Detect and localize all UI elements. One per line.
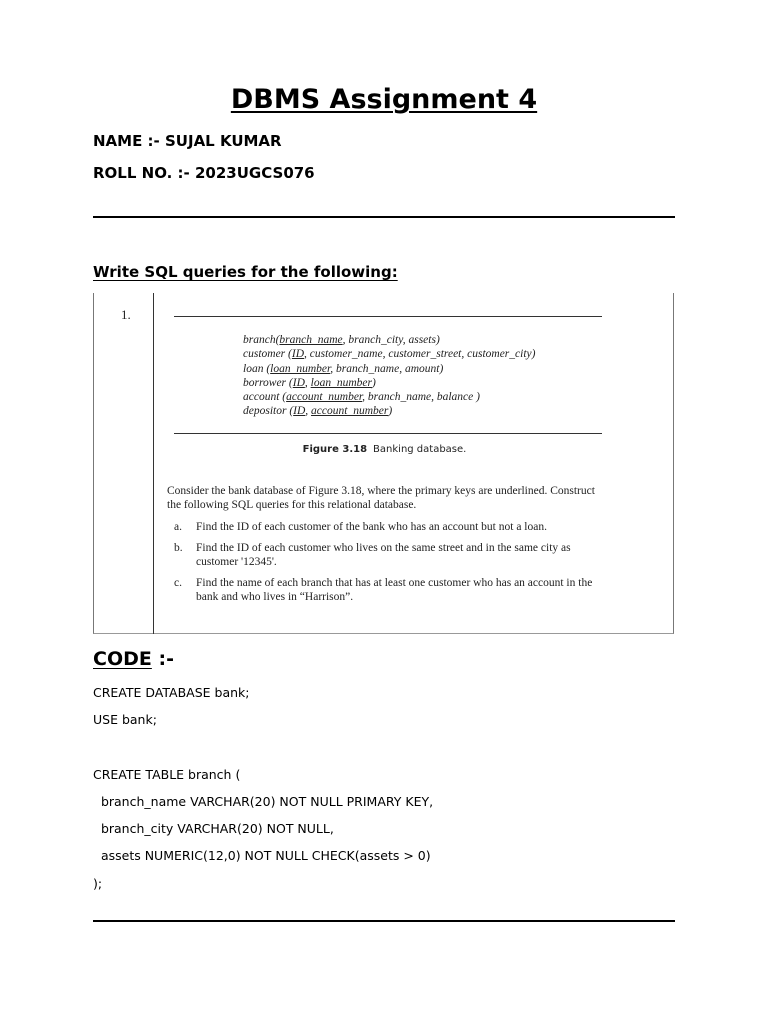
figure-rule-bottom	[174, 433, 602, 434]
code-line: CREATE DATABASE bank;	[93, 685, 250, 700]
question-figure	[93, 293, 674, 634]
question-number: 1.	[121, 307, 131, 322]
question-text: Find the name of each branch that has at least one customer who has an account in the bank and who lives in “Harrison”.	[196, 576, 593, 603]
student-name: NAME :- SUJAL KUMAR	[93, 132, 282, 150]
question-item	[174, 520, 594, 535]
question-text: Find the ID of each customer of the bank who has an account but not a loan.	[196, 521, 547, 533]
code-line: branch_name VARCHAR(20) NOT NULL PRIMARY KEY,	[93, 794, 434, 809]
caption-text: Banking database.	[373, 444, 467, 455]
caption-label: Figure 3.18	[302, 444, 368, 455]
code-heading: CODE :-	[93, 648, 174, 670]
question-label: c.	[174, 576, 182, 589]
divider-top	[93, 216, 675, 218]
figure-paragraph: Consider the bank database of Figure 3.18, where the primary keys are underlined. Construct the following SQL queries for this relational database.	[167, 485, 595, 511]
assignment-prompt: Write SQL queries for the following:	[93, 263, 398, 281]
figure-margin-line	[153, 293, 154, 634]
divider-bottom	[93, 920, 675, 922]
figure-rule-top	[174, 316, 602, 317]
question-list	[174, 520, 594, 611]
code-line: );	[93, 876, 103, 891]
question-item	[174, 576, 594, 605]
schema-loan: loan (loan_number, branch_name, amount)	[243, 362, 444, 375]
question-label: a.	[174, 521, 182, 533]
roll-number: ROLL NO. :- 2023UGCS076	[93, 164, 315, 182]
question-item	[174, 541, 594, 570]
code-line: assets NUMERIC(12,0) NOT NULL CHECK(assets > 0)	[93, 848, 431, 863]
schema-depositor: depositor (ID, account_number)	[243, 405, 393, 418]
question-label: b.	[174, 541, 183, 554]
figure-caption	[94, 444, 675, 455]
code-line: branch_city VARCHAR(20) NOT NULL,	[93, 821, 334, 836]
page-title: DBMS Assignment 4	[230, 84, 538, 115]
schema-customer: customer (ID, customer_name, customer_street, customer_city)	[243, 348, 536, 361]
schema-branch: branch(branch_name, branch_city, assets)	[243, 334, 440, 346]
schema-account: account (account_number, branch_name, balance )	[243, 391, 480, 404]
schema-borrower: borrower (ID, loan_number)	[243, 376, 376, 389]
code-line: CREATE TABLE branch (	[93, 767, 241, 782]
schema-list	[243, 333, 535, 419]
code-line: USE bank;	[93, 712, 157, 727]
question-text: Find the ID of each customer who lives on the same street and in the same city as customer '12345'.	[196, 541, 571, 568]
